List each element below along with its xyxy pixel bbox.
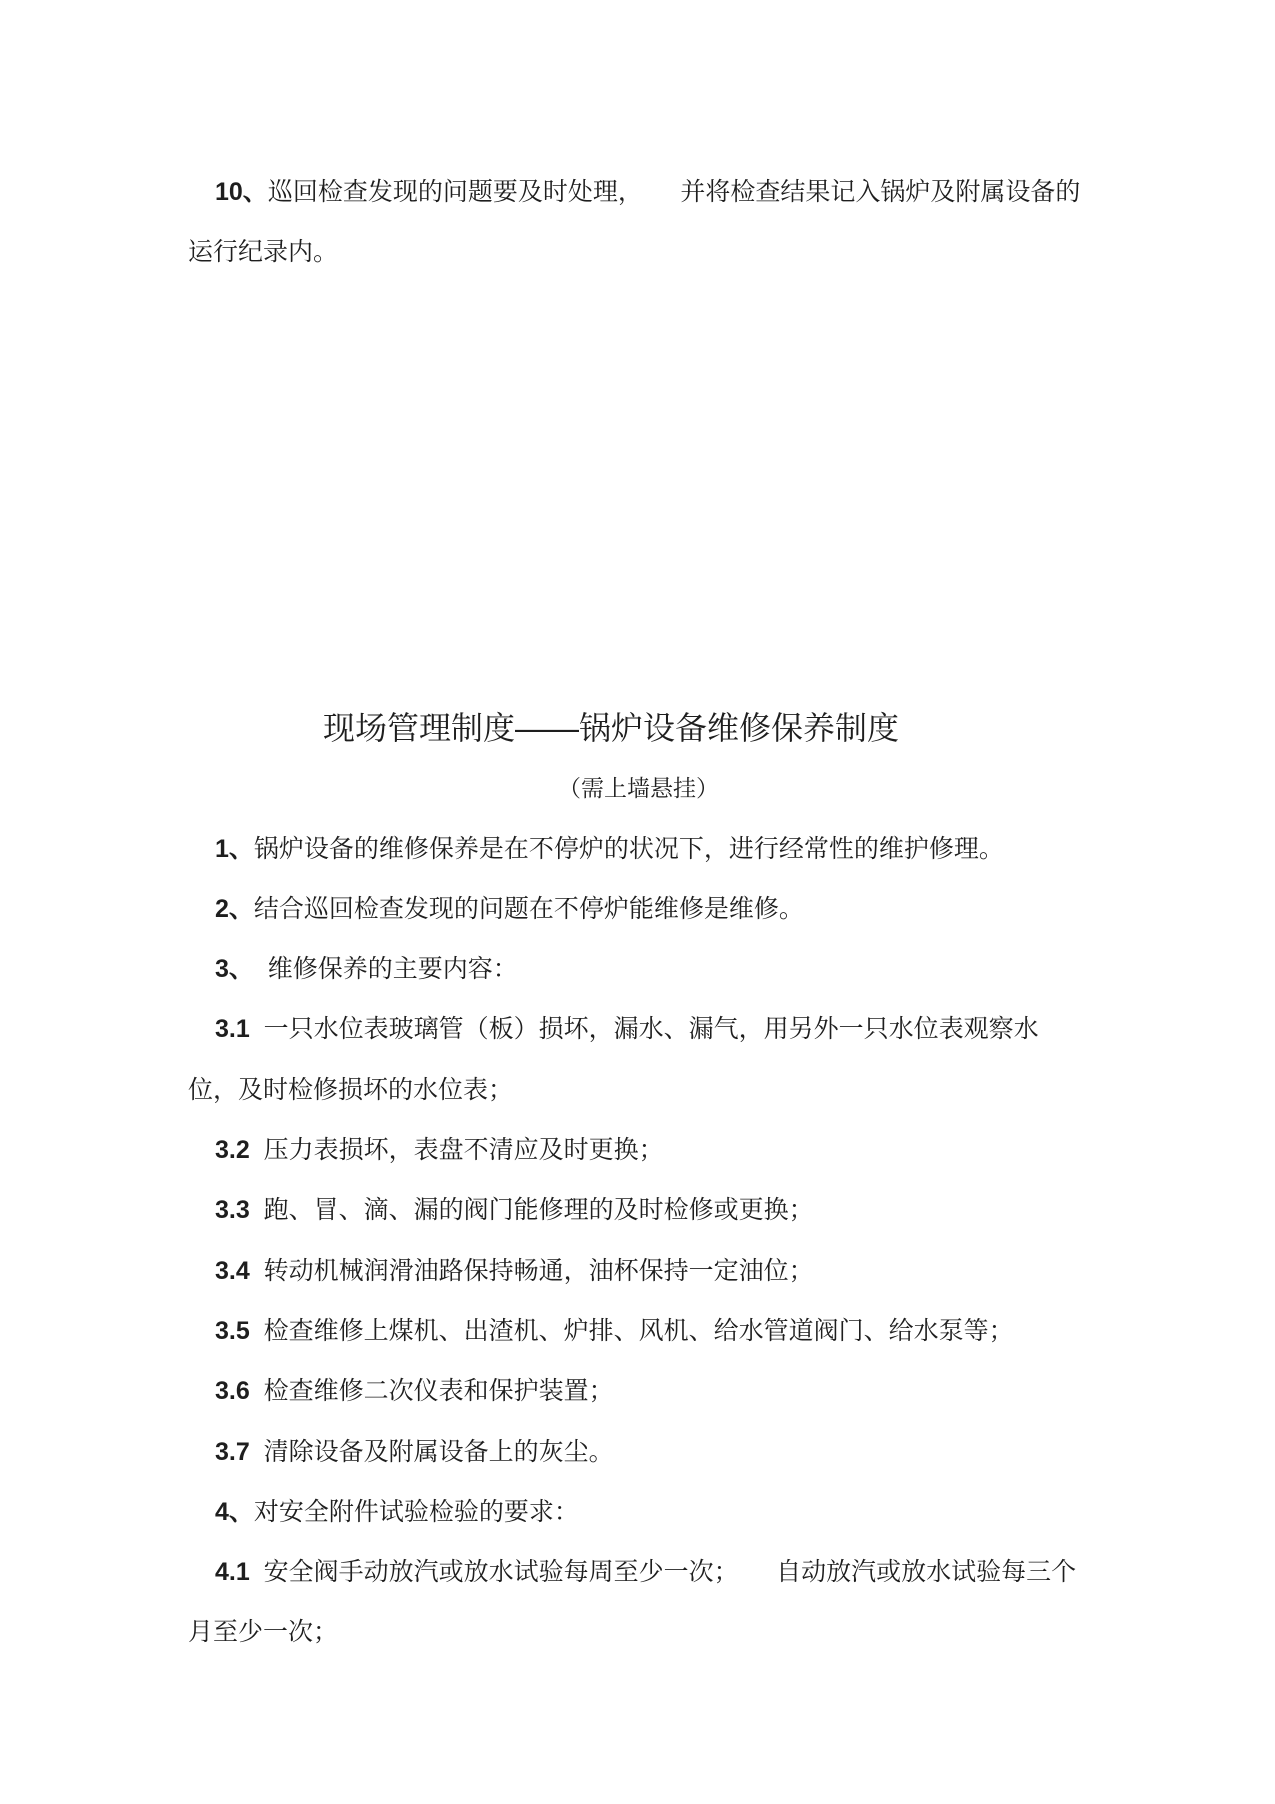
item-text: 月至少一次； — [188, 1618, 339, 1647]
item-number: 10、 — [215, 178, 268, 206]
list-item — [188, 999, 1089, 1059]
list-item-continuation — [188, 1060, 1089, 1120]
list-item — [188, 1241, 1089, 1301]
item-number: 3.7 — [215, 1437, 250, 1466]
list-item — [188, 939, 1089, 999]
intro-line-continuation — [188, 222, 1148, 282]
item-text: 压力表损坏，表盘不清应及时更换； — [249, 1136, 664, 1165]
item-text: 检查维修上煤机、出渣机、炉排、风机、给水管道阀门、给水泵等； — [249, 1316, 1014, 1345]
item-number: 3.3 — [215, 1196, 250, 1225]
list-item-continuation — [188, 1602, 1089, 1662]
list-item — [188, 1361, 1089, 1421]
intro-paragraph — [188, 162, 1148, 283]
list-item — [188, 1120, 1089, 1180]
list-item — [188, 819, 1089, 879]
item-number: 1、 — [215, 834, 254, 863]
item-text: 位，及时检修损坏的水位表； — [188, 1075, 514, 1104]
item-number: 2、 — [215, 894, 254, 923]
item-text: 一只水位表玻璃管（板）损坏，漏水、漏气，用另外一只水位表观察水 — [249, 1015, 1039, 1044]
item-number: 3.5 — [215, 1316, 250, 1345]
list-item — [188, 1422, 1089, 1482]
item-text: 检查维修二次仪表和保护装置； — [249, 1377, 614, 1406]
doc-subtitle: （需上墙悬挂） — [558, 775, 719, 802]
list-item — [188, 1301, 1089, 1361]
intro-line — [188, 162, 1148, 222]
item-text: 跑、冒、滴、漏的阀门能修理的及时检修或更换； — [249, 1196, 814, 1225]
item-number: 3.2 — [215, 1136, 250, 1165]
list-item — [188, 879, 1089, 939]
list-item — [188, 1180, 1089, 1240]
item-text: 维修保养的主要内容： — [253, 955, 518, 984]
regulation-section — [188, 698, 1089, 1663]
item-number: 4、 — [215, 1497, 254, 1526]
doc-title: 现场管理制度——锅炉设备维修保养制度 — [323, 710, 900, 746]
item-number: 3.4 — [215, 1256, 250, 1285]
item-text: 转动机械润滑油路保持畅通，油杯保持一定油位； — [249, 1256, 814, 1285]
list-item — [188, 1482, 1089, 1542]
item-number: 3.6 — [215, 1377, 250, 1406]
item-text: 结合巡回检查发现的问题在不停炉能维修是维修。 — [253, 894, 804, 923]
list-item — [188, 1542, 1089, 1602]
item-text: 安全阀手动放汽或放水试验每周至少一次； 自动放汽或放水试验每三个 — [249, 1558, 1077, 1587]
item-number: 4.1 — [215, 1558, 250, 1587]
item-number: 3.1 — [215, 1015, 250, 1044]
item-number: 3、 — [215, 955, 254, 984]
item-text: 清除设备及附属设备上的灰尘。 — [249, 1437, 614, 1466]
item-text: 对安全附件试验检验的要求： — [253, 1497, 579, 1526]
item-text: 锅炉设备的维修保养是在不停炉的状况下，进行经常性的维护修理。 — [253, 834, 1004, 863]
item-text: 巡回检查发现的问题要及时处理， 并将检查结果记入锅炉及附属设备的 — [267, 178, 1081, 206]
item-text: 运行纪录内。 — [188, 238, 339, 267]
